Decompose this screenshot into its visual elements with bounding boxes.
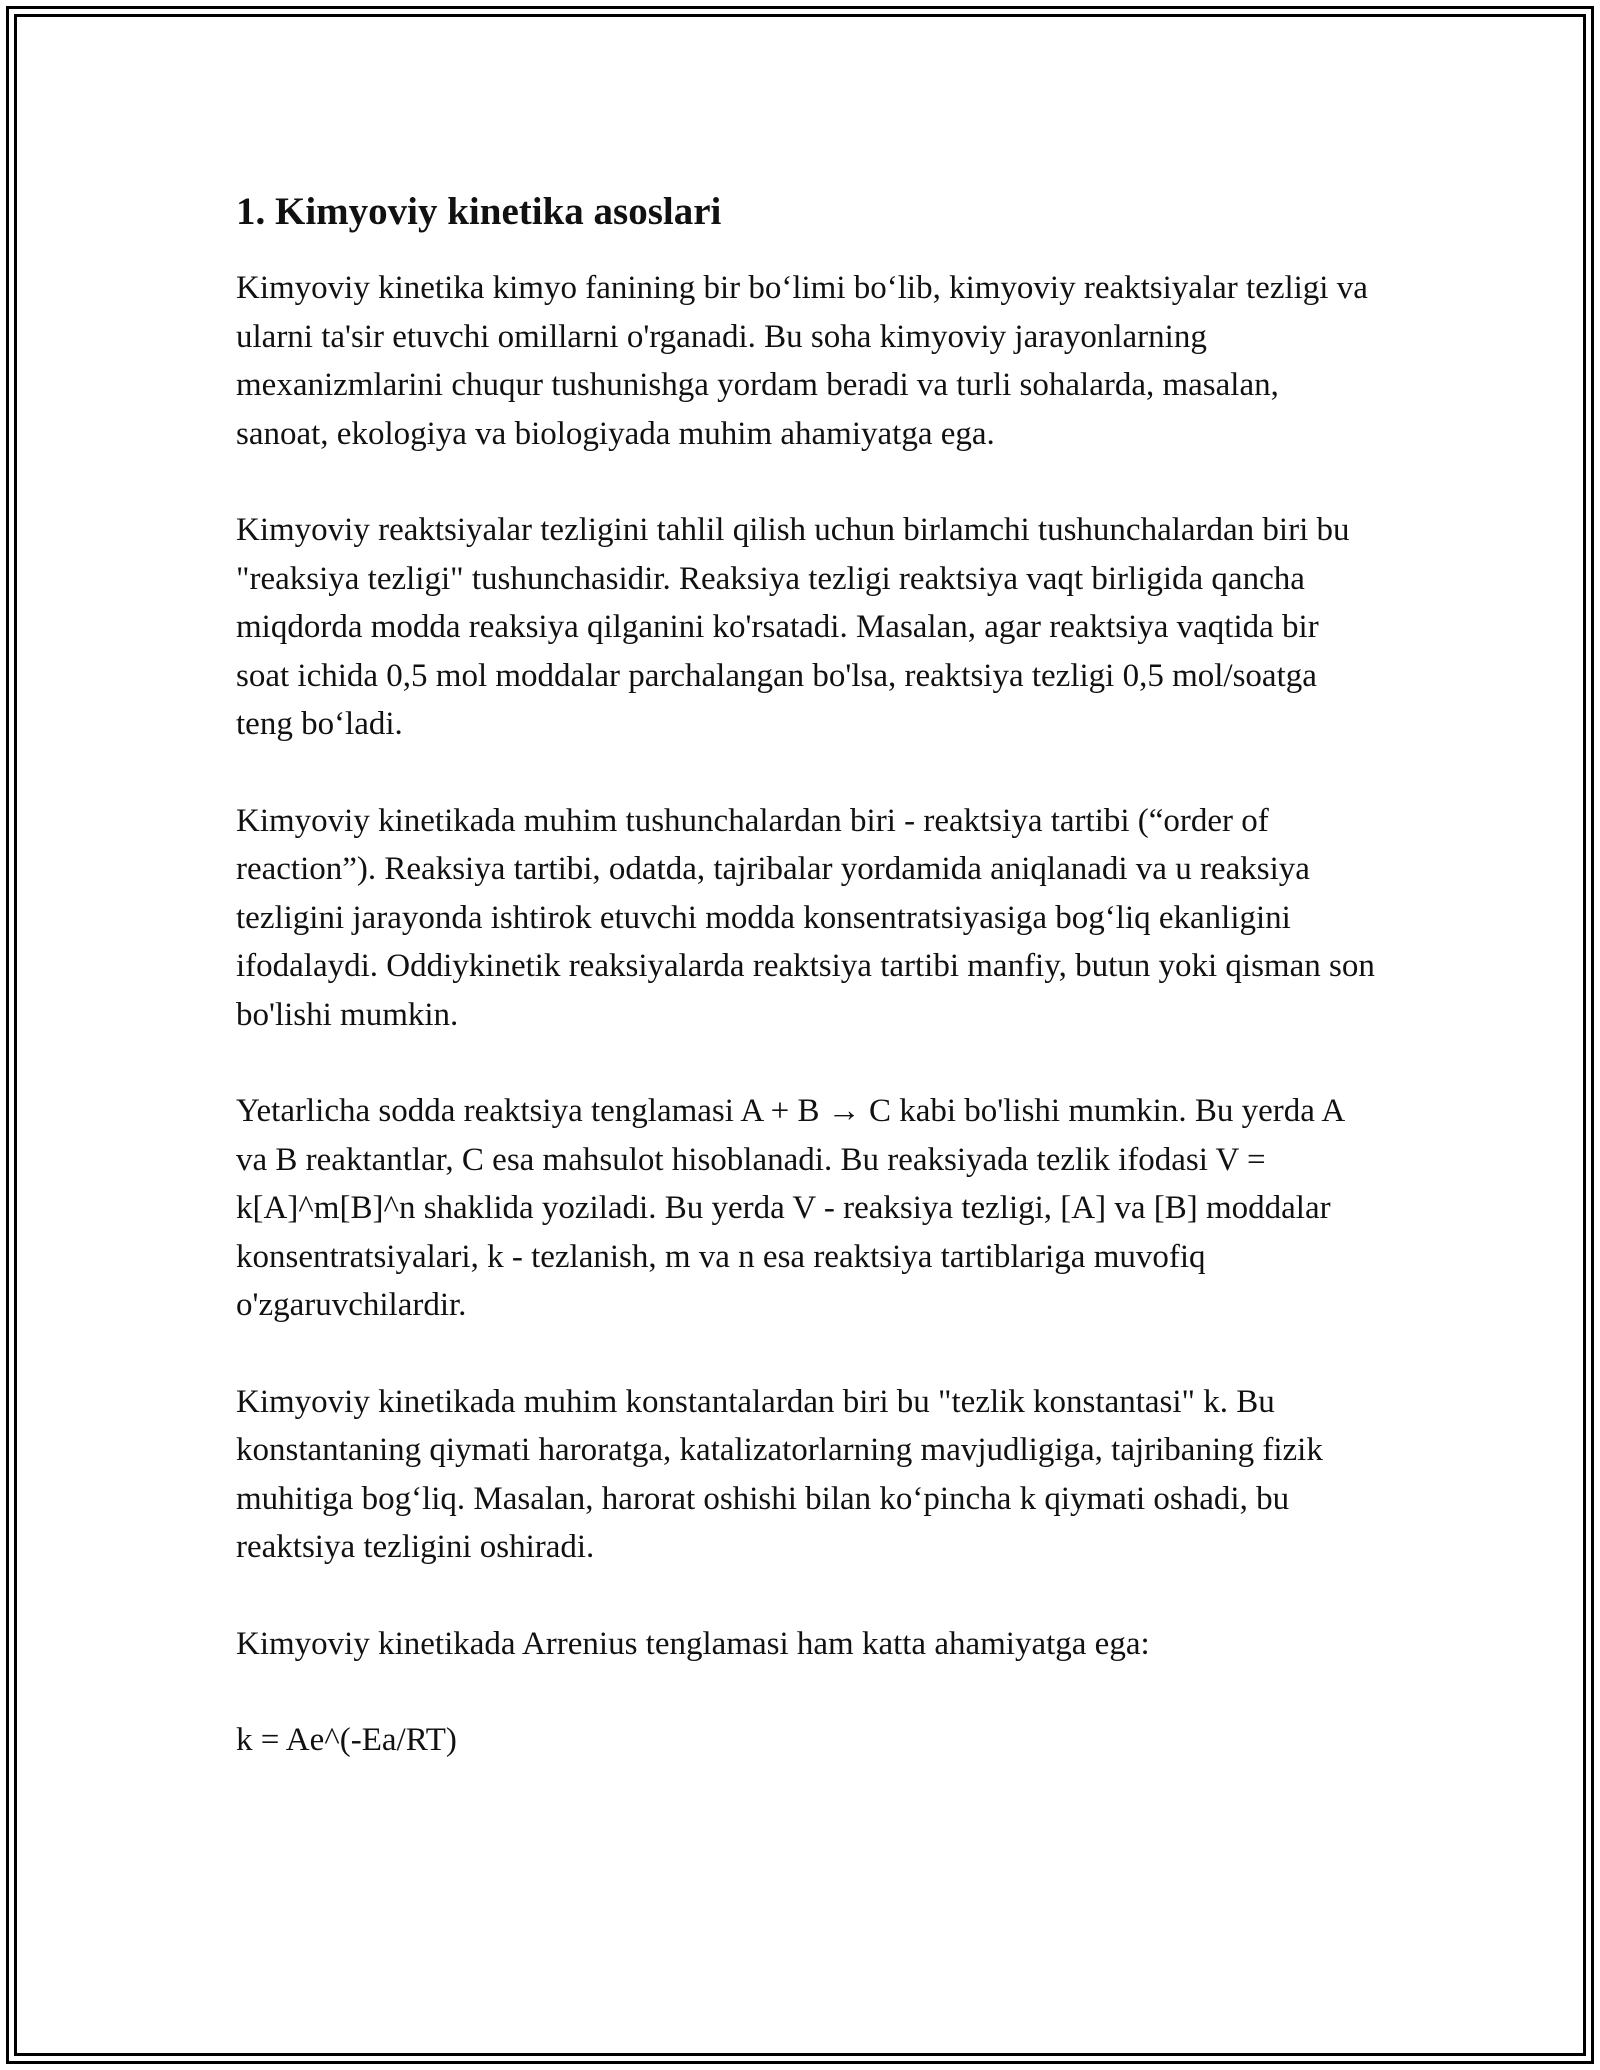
paragraph-reaction-rate: Kimyoviy reaktsiyalar tezligini tahlil qilish uchun birlamchi tushunchalardan biri bu "reaksiya tezligi" tushunchasidir. Reaksiya tezligi reaktsiya vaqt birligida qancha miqdorda modda reaksiya qilganini ko'rsatadi. Masalan, agar reaktsiya vaqtida bir soat ichida 0,5 mol moddalar parchalangan bo'lsa, reaktsiya tezligi 0,5 mol/soatga teng bo‘ladi. bbox=[236, 512, 1350, 742]
paragraph-rate-equation: Yetarlicha sodda reaktsiya tenglamasi A + B → C kabi bo'lishi mumkin. Bu yerda A va B reaktantlar, C esa mahsulot hisoblanadi. Bu reaksiyada tezlik ifodasi V = k[A]^m[B]^n shaklida yoziladi. Bu yerda V - reaksiya tezligi, [A] va [B] moddalar konsentratsiyalari, k - tezlanish, m va n esa reaktsiya tartiblariga muvofiq o'zgaruvchilardir. bbox=[236, 1093, 1344, 1323]
paragraph-arrhenius-intro: Kimyoviy kinetikada Arrenius tenglamasi ham katta ahamiyatga ega: bbox=[236, 1625, 1150, 1662]
paragraph-rate-constant: Kimyoviy kinetikada muhim konstantalardan biri bu "tezlik konstantasi" k. Bu konstantaning qiymati haroratga, katalizatorlarning mavjudligiga, tajribaning fizik muhitiga bog‘liq. Masalan, harorat oshishi bilan ko‘pincha k qiymati oshadi, bu reaktsiya tezligini oshiradi. bbox=[236, 1383, 1323, 1565]
paragraph-reaction-order: Kimyoviy kinetikada muhim tushunchalardan biri - reaktsiya tartibi (“order of reaction”). Reaksiya tartibi, odatda, tajribalar yordamida aniqlanadi va u reaksiya tezligini jarayonda ishtirok etuvchi modda konsentratsiyasiga bog‘liq ekanligini ifodalaydi. Oddiykinetik reaksiyalarda reaktsiya tartibi manfiy, butun yoki qisman son bo'lishi mumkin. bbox=[236, 802, 1375, 1033]
paragraph-intro: Kimyoviy kinetika kimyo fanining bir bo‘limi bo‘lib, kimyoviy reaktsiyalar tezligi va ularni ta'sir etuvchi omillarni o'rganadi. Bu soha kimyoviy jarayonlarning mexanizmlarini chuqur tushunishga yordam beradi va turli sohalarda, masalan, sanoat, ekologiya va biologiyada muhim ahamiyatga ega. bbox=[236, 270, 1368, 452]
document-body bbox=[236, 186, 1376, 1813]
page-title: 1. Kimyoviy kinetika asoslari bbox=[236, 190, 722, 233]
arrhenius-equation: k = Ae^(-Ea/RT) bbox=[236, 1722, 457, 1758]
